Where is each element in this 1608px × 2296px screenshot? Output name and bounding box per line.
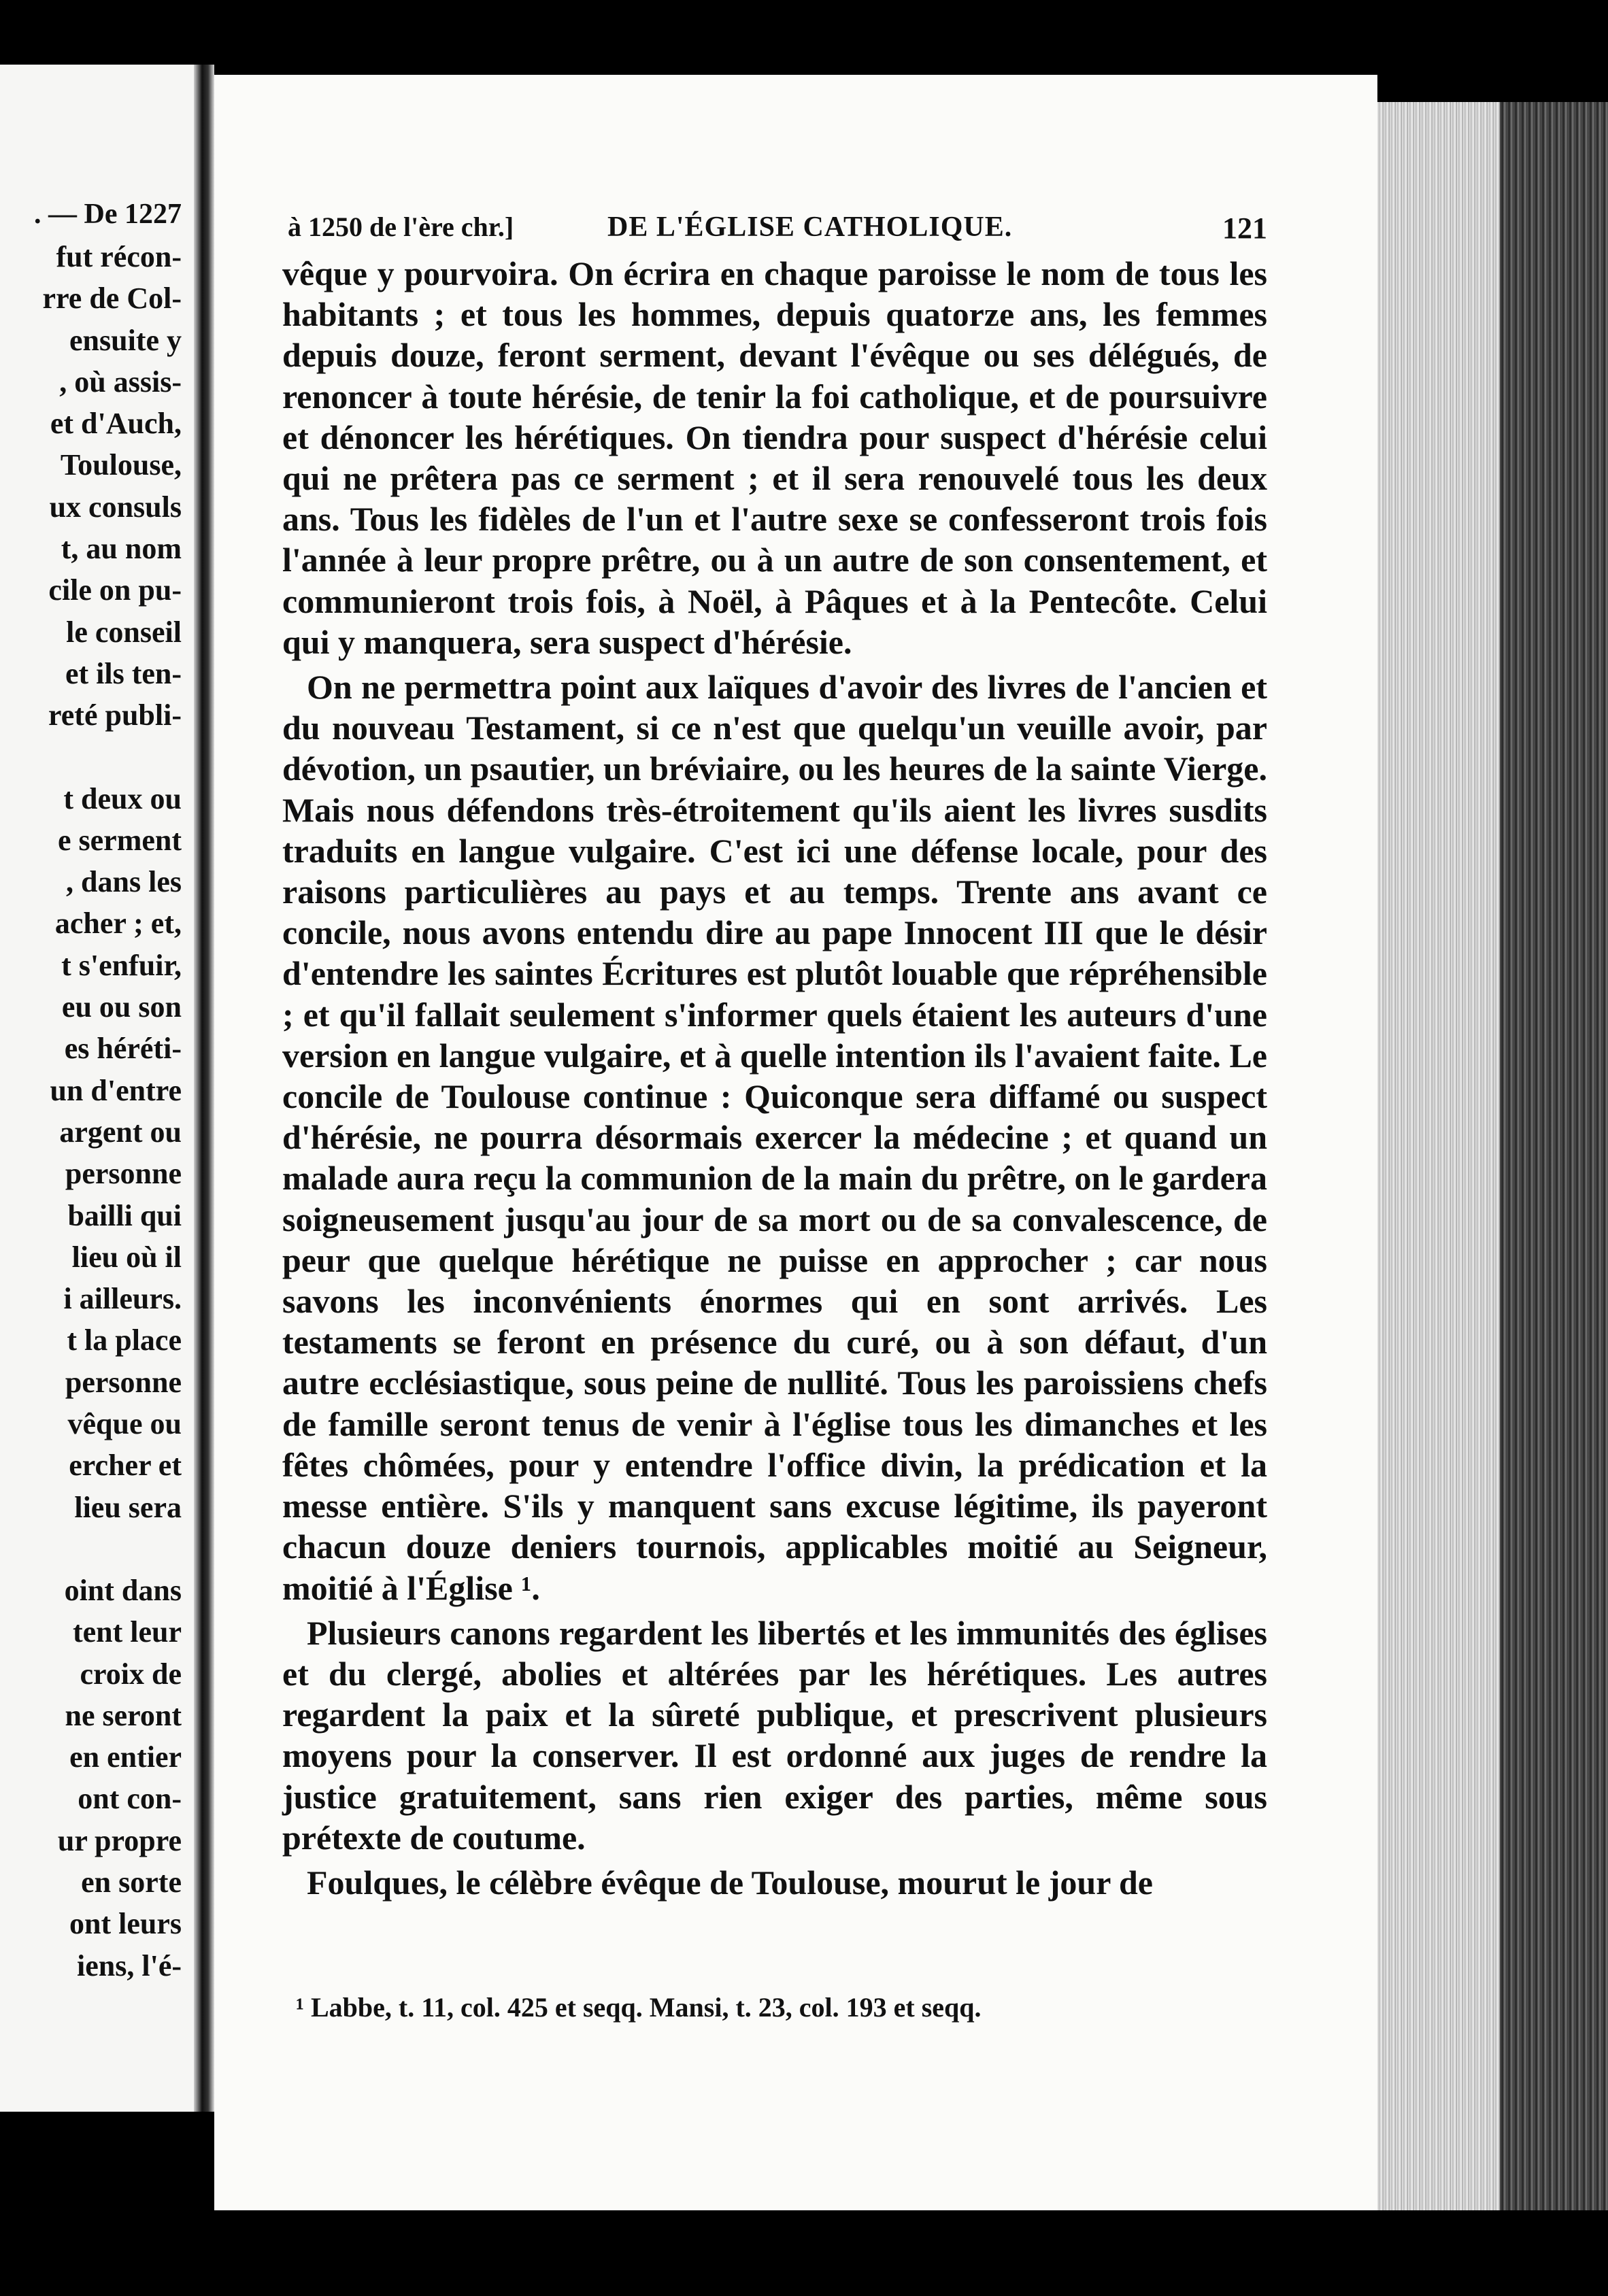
paragraph: Plusieurs canons regardent les libertés et les immunités des églises et du clergé, abolies et altérées par les hérétiques. Les autres regardent la paix et la sûreté publique, et prescrivent plusieurs moyens pour la conserver. Il est ordonné aux juges de rendre la justice gratuitement, sans rien exiger des parties, même sous prétexte de coutume. bbox=[282, 1613, 1267, 1857]
facing-line: ercher et bbox=[69, 1449, 182, 1483]
facing-line: ne seront bbox=[65, 1698, 182, 1732]
facing-line: en sorte bbox=[81, 1865, 182, 1899]
facing-line: , où assis- bbox=[59, 365, 182, 399]
facing-page-running-head: . — De 1227 bbox=[34, 199, 182, 230]
facing-line: e serment bbox=[57, 823, 182, 857]
facing-gap bbox=[43, 737, 182, 778]
footnote: ¹ Labbe, t. 11, col. 425 et seqq. Mansi, t. 23, col. 193 et seqq. bbox=[296, 1992, 982, 2023]
running-header bbox=[288, 211, 1267, 252]
running-head-title: DE L'ÉGLISE CATHOLIQUE. bbox=[607, 212, 1013, 243]
facing-line: ux consuls bbox=[49, 490, 182, 524]
facing-line: personne bbox=[65, 1365, 182, 1399]
facing-line: et ils ten- bbox=[65, 656, 182, 690]
facing-line: croix de bbox=[80, 1657, 182, 1691]
paragraph: Foulques, le célèbre évêque de Toulouse, mourut le jour de bbox=[307, 1863, 1153, 1902]
facing-line: ensuite y bbox=[69, 323, 182, 357]
facing-page-text bbox=[43, 236, 182, 1987]
facing-line: un d'entre bbox=[50, 1073, 182, 1107]
facing-line: lieu où il bbox=[71, 1240, 182, 1274]
paragraph: vêque y pourvoira. On écrira en chaque paroisse le nom de tous les habitants ; et tous les hommes, depuis quatorze ans, les femmes depuis douze, feront serment, devant l'évêque ou ses délégués, de renoncer à toute hérésie, de tenir la foi catholique, et de poursuivre et dénoncer les hérétiques. On tiendra pour suspect d'hérésie celui qui ne prêtera pas ce serment ; et il sera renouvelé tous les deux ans. Tous les fidèles de l'un et l'autre sexe se confesseront trois fois l'année à leur propre prêtre, ou à un autre de son consentement, et communieront trois fois, à Noël, à Pâques et à la Pentecôte. Celui qui y manquera, sera suspect d'hérésie. bbox=[282, 254, 1267, 661]
facing-line: t la place bbox=[67, 1323, 182, 1357]
facing-line: argent ou bbox=[59, 1115, 182, 1149]
facing-line: cile on pu- bbox=[48, 573, 182, 607]
facing-line: lieu sera bbox=[74, 1490, 182, 1524]
facing-line: es héréti- bbox=[64, 1032, 182, 1066]
facing-line: tent leur bbox=[72, 1615, 182, 1649]
facing-line: ont leurs bbox=[69, 1907, 182, 1941]
facing-line: oint dans bbox=[64, 1573, 182, 1607]
facing-line: fut récon- bbox=[56, 240, 182, 273]
facing-page bbox=[0, 65, 194, 2112]
facing-line: ont con- bbox=[78, 1782, 182, 1816]
facing-line: le conseil bbox=[66, 615, 182, 649]
facing-page-block-middle bbox=[43, 778, 182, 1528]
book-page bbox=[214, 75, 1377, 2210]
facing-line: ur propre bbox=[57, 1823, 182, 1857]
facing-line: vêque ou bbox=[67, 1407, 182, 1441]
facing-line: personne bbox=[65, 1157, 182, 1191]
facing-gap bbox=[43, 1528, 182, 1570]
facing-line: en entier bbox=[69, 1740, 182, 1774]
page-number: 121 bbox=[1222, 212, 1267, 245]
facing-line: reté publi- bbox=[48, 698, 182, 732]
facing-line: i ailleurs. bbox=[63, 1282, 182, 1316]
body-text bbox=[282, 253, 1267, 1903]
facing-line: t, au nom bbox=[61, 532, 182, 566]
facing-line: Toulouse, bbox=[60, 448, 182, 482]
facing-page-block-top bbox=[43, 236, 182, 737]
facing-line: rre de Col- bbox=[42, 282, 182, 316]
running-head-left: à 1250 de l'ère chr.] bbox=[288, 212, 514, 242]
facing-line: , dans les bbox=[66, 865, 182, 899]
facing-line: t deux ou bbox=[63, 781, 182, 815]
facing-line: t s'enfuir, bbox=[61, 948, 182, 982]
paragraph: On ne permettra point aux laïques d'avoir des livres de l'ancien et du nouveau Testament, si ce n'est que quelqu'un veuille avoir, par dévotion, un psautier, un bréviaire, ou les heures de la sainte Vierge. Mais nous défendons très-étroitement qu'ils aient les livres susdits traduits en langue vulgaire. C'est ici une défense locale, pour des raisons particulières au pays et au temps. Trente ans avant ce concile, nous avons entendu dire au pape Innocent III que le désir d'entendre les saintes Écritures est plutôt louable que répréhensible ; et qu'il fallait seulement s'informer quels étaient les auteurs d'une version en langue vulgaire, et à quelle intention ils l'avaient faite. Le concile de Toulouse continue : Quiconque sera diffamé ou suspect d'hérésie, ne pourra désormais exercer la médecine ; et quand un malade aura reçu la communion de la main du prêtre, on le gardera soigneusement jusqu'au jour de sa mort ou de sa convalescence, de peur que quelque hérétique ne puisse en approcher ; car nous savons les inconvénients énormes qui en sont arrivés. Les testaments se feront en présence du curé, ou à son défaut, d'un autre ecclésiastique, sous peine de nullité. Tous les paroissiens chefs de famille seront tenus de venir à l'église tous les dimanches et les fêtes chômées, pour y entendre l'office divin, la prédication et la messe entière. S'ils y manquent sans excuse légitime, ils payeront chacun douze deniers tournois, applicables moitié au Seigneur, moitié à l'Église ¹. bbox=[282, 668, 1267, 1607]
book-fore-edge-shadow bbox=[1500, 102, 1608, 2210]
facing-line: et d'Auch, bbox=[50, 407, 182, 441]
facing-page-block-bottom bbox=[43, 1570, 182, 1987]
facing-line: acher ; et, bbox=[54, 907, 182, 941]
facing-line: iens, l'é- bbox=[77, 1948, 182, 1982]
facing-line: eu ou son bbox=[61, 990, 182, 1024]
book-gutter bbox=[194, 65, 214, 2112]
facing-line: bailli qui bbox=[67, 1198, 182, 1232]
